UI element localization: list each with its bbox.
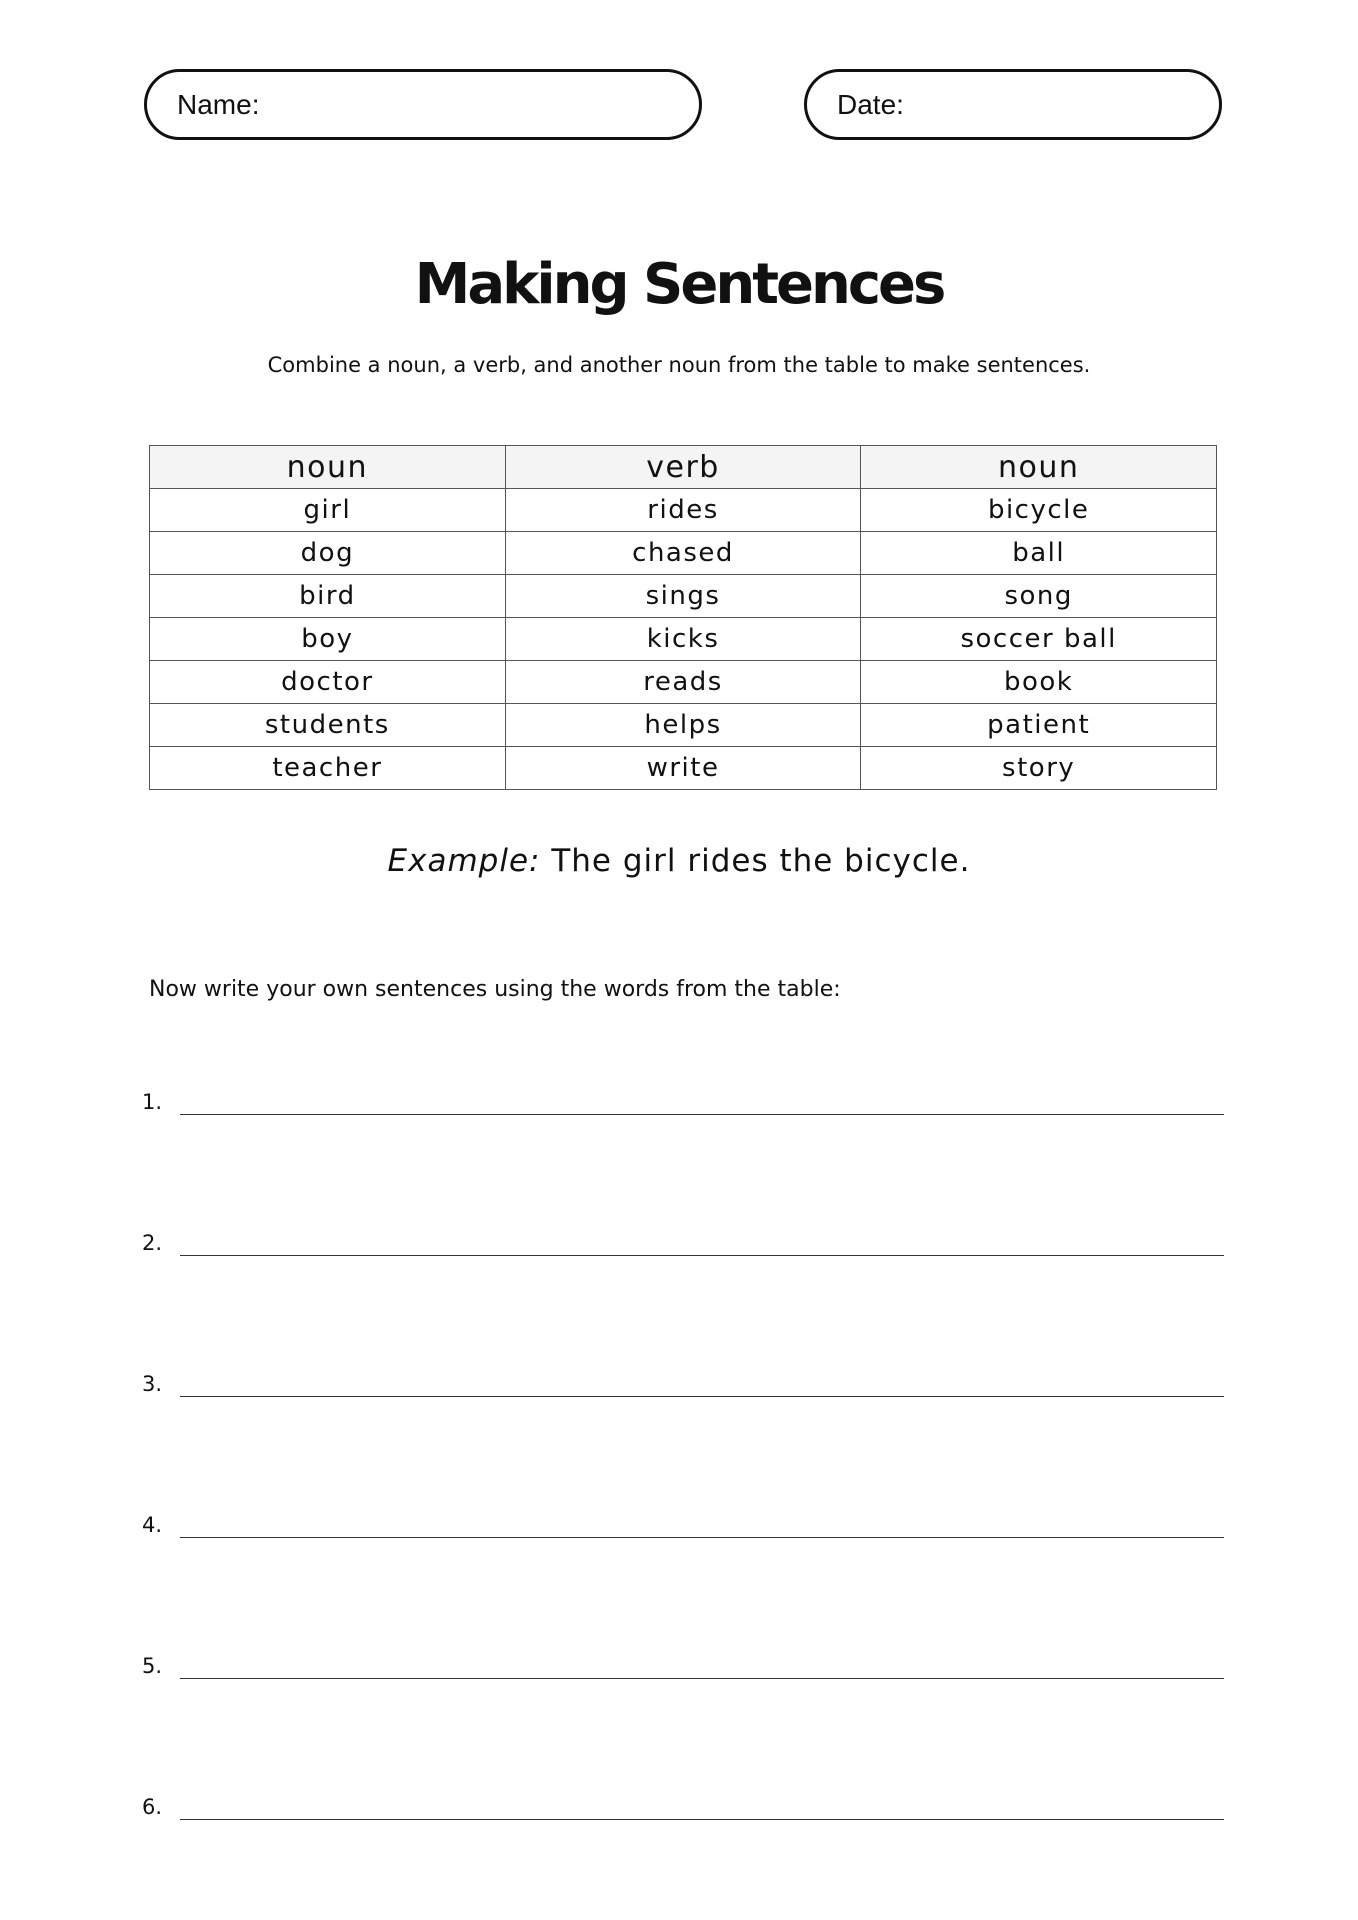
table-cell: ball (861, 532, 1217, 575)
write-line[interactable] (180, 1678, 1224, 1679)
table-row (150, 489, 1217, 532)
column-header: noun (861, 446, 1217, 489)
table-cell: kicks (505, 618, 861, 661)
line-number: 1. (142, 1090, 163, 1114)
table-cell: patient (861, 704, 1217, 747)
table-cell: boy (150, 618, 506, 661)
table-row (150, 661, 1217, 704)
example-sentence (0, 843, 1358, 879)
table-cell: rides (505, 489, 861, 532)
answer-line[interactable] (142, 1090, 1224, 1120)
word-table (149, 445, 1217, 790)
table-row (150, 575, 1217, 618)
table-cell: song (861, 575, 1217, 618)
answer-line[interactable] (142, 1372, 1224, 1402)
date-label: Date: (837, 88, 904, 120)
table-cell: write (505, 747, 861, 790)
line-number: 2. (142, 1231, 163, 1255)
answer-line[interactable] (142, 1795, 1224, 1825)
table-cell: bicycle (861, 489, 1217, 532)
table-cell: girl (150, 489, 506, 532)
answer-line[interactable] (142, 1513, 1224, 1543)
table-cell: students (150, 704, 506, 747)
write-line[interactable] (180, 1114, 1224, 1115)
column-header: noun (150, 446, 506, 489)
example-label: Example: (387, 843, 541, 879)
table-header-row (150, 446, 1217, 489)
table-cell: soccer ball (861, 618, 1217, 661)
instructions-text: Combine a noun, a verb, and another noun from the table to make sentences. (267, 353, 1091, 377)
name-label: Name: (177, 88, 260, 120)
table-cell: story (861, 747, 1217, 790)
table-row (150, 618, 1217, 661)
line-number: 6. (142, 1795, 163, 1819)
date-field[interactable] (804, 69, 1222, 140)
table-row (150, 747, 1217, 790)
table-cell: reads (505, 661, 861, 704)
table-cell: bird (150, 575, 506, 618)
answer-line[interactable] (142, 1654, 1224, 1684)
example-text: The girl rides the bicycle. (551, 843, 971, 879)
write-line[interactable] (180, 1537, 1224, 1538)
line-number: 5. (142, 1654, 163, 1678)
table-cell: sings (505, 575, 861, 618)
page-title: Making Sentences (414, 252, 944, 317)
answer-line[interactable] (142, 1231, 1224, 1261)
line-number: 4. (142, 1513, 163, 1537)
write-line[interactable] (180, 1255, 1224, 1256)
table-row (150, 532, 1217, 575)
name-field[interactable] (144, 69, 702, 140)
write-line[interactable] (180, 1396, 1224, 1397)
table-cell: chased (505, 532, 861, 575)
line-number: 3. (142, 1372, 163, 1396)
table-cell: helps (505, 704, 861, 747)
table-cell: book (861, 661, 1217, 704)
table-cell: teacher (150, 747, 506, 790)
writing-prompt: Now write your own sentences using the words from the table: (149, 977, 841, 1002)
table-cell: dog (150, 532, 506, 575)
write-line[interactable] (180, 1819, 1224, 1820)
table-cell: doctor (150, 661, 506, 704)
column-header: verb (505, 446, 861, 489)
table-row (150, 704, 1217, 747)
